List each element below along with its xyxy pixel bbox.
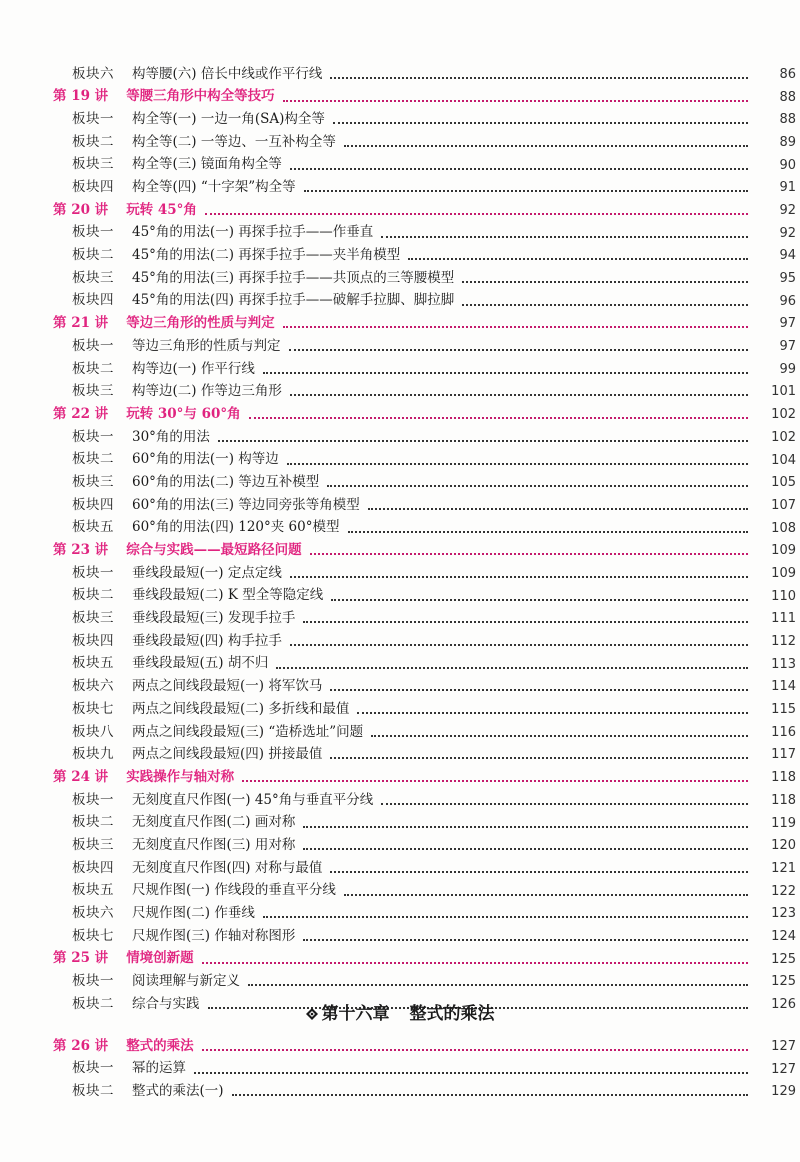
toc-entry-title: 无刻度直尺作图(二) 画对称: [132, 814, 296, 831]
dot-leader: [357, 711, 748, 714]
toc-section-row[interactable]: [0, 449, 800, 472]
toc-section-row[interactable]: [0, 880, 800, 903]
dot-leader: [303, 620, 748, 623]
toc-page-number: 97: [779, 316, 796, 332]
toc-entry-title: 两点之间线段最短(四) 拼接最值: [132, 746, 323, 763]
dot-leader: [283, 99, 748, 102]
dot-leader: [330, 76, 748, 79]
toc-section-row[interactable]: [0, 925, 800, 948]
toc-page-number: 97: [779, 339, 796, 355]
toc-entry-title: 整式的乘法(一): [132, 1082, 224, 1099]
toc-entry-label: 板块六: [72, 65, 114, 82]
toc-entry-title: 60°角的用法(一) 构等边: [132, 451, 279, 468]
toc-page-number: 107: [771, 497, 796, 513]
diamond-bullet-icon: [306, 1008, 318, 1020]
toc-entry-label: 板块一: [72, 224, 114, 241]
dot-leader: [303, 938, 748, 941]
toc-page-number: 111: [771, 611, 796, 627]
toc-entry-label: 板块一: [72, 791, 114, 808]
toc-entry-title: 无刻度直尺作图(四) 对称与最值: [132, 859, 323, 876]
toc-section-row[interactable]: [0, 63, 800, 86]
toc-lecture-row[interactable]: [0, 766, 800, 789]
toc-entry-label: 第 24 讲: [53, 768, 109, 785]
toc-page-number: 115: [771, 702, 796, 718]
toc-page-number: 108: [771, 520, 796, 536]
toc-page-number: 92: [779, 225, 796, 241]
toc-entry-title: 玩转 45°角: [126, 201, 197, 218]
toc-entry-title: 等边三角形的性质与判定: [126, 315, 275, 332]
toc-entry-title: 两点之间线段最短(三) “造桥选址”问题: [132, 723, 364, 740]
toc-entry-title: 构全等(一) 一边一角(SA)构全等: [132, 110, 325, 127]
dot-leader: [248, 983, 748, 986]
toc-entry-label: 第 20 讲: [53, 201, 109, 218]
toc-section-row[interactable]: [0, 721, 800, 744]
dot-leader: [348, 530, 749, 533]
toc-entry-label: 板块二: [72, 995, 114, 1012]
toc-page-number: 88: [779, 112, 796, 128]
dot-leader: [290, 643, 748, 646]
toc-page-number: 117: [771, 747, 796, 763]
toc-section-row[interactable]: [0, 585, 800, 608]
toc-page-number: 124: [771, 928, 796, 944]
toc-page-number: 88: [779, 89, 796, 105]
toc-entry-label: 板块二: [72, 587, 114, 604]
toc-page-number: 109: [771, 543, 796, 559]
toc-page-number: 104: [771, 452, 796, 468]
toc-entry-label: 板块七: [72, 700, 114, 717]
toc-entry-title: 构全等(二) 一等边、一互补构全等: [132, 133, 336, 150]
dot-leader: [290, 575, 748, 578]
toc-section-row[interactable]: [0, 834, 800, 857]
toc-entry-title: 垂线段最短(二) K 型全等隐定线: [132, 587, 324, 604]
toc-page-number: 118: [771, 792, 796, 808]
toc-entry-title: 情境创新题: [126, 950, 194, 967]
toc-entry-title: 玩转 30°与 60°角: [126, 405, 241, 422]
toc-page-number: 105: [771, 475, 796, 491]
dot-leader: [287, 462, 748, 465]
toc-page-number: 86: [779, 66, 796, 82]
toc-entry-label: 板块五: [72, 655, 114, 672]
toc-entry-title: 幂的运算: [132, 1060, 186, 1077]
toc-page-number: 96: [779, 293, 796, 309]
toc-entry-title: 45°角的用法(三) 再探手拉手——共顶点的三等腰模型: [132, 269, 455, 286]
toc-entry-title: 综合与实践——最短路径问题: [126, 542, 302, 559]
toc-entry-title: 构全等(三) 镜面角构全等: [132, 156, 282, 173]
toc-entry-title: 尺规作图(三) 作轴对称图形: [132, 927, 296, 944]
toc-entry-title: 两点之间线段最短(一) 将军饮马: [132, 678, 323, 695]
toc-entry-label: 板块三: [72, 156, 114, 173]
toc-page-number: 90: [779, 157, 796, 173]
toc-entry-title: 60°角的用法(三) 等边同旁张等角模型: [132, 496, 360, 513]
toc-entry-label: 板块三: [72, 610, 114, 627]
toc-entry-title: 60°角的用法(四) 120°夹 60°模型: [132, 519, 340, 536]
toc-section-row[interactable]: [0, 1058, 800, 1081]
toc-list: [0, 63, 800, 1016]
toc-section-row[interactable]: [0, 1080, 800, 1103]
toc-page-number: 116: [771, 724, 796, 740]
toc-page-number: 126: [771, 997, 796, 1013]
toc-entry-label: 板块四: [72, 859, 114, 876]
toc-entry-label: 板块二: [72, 247, 114, 264]
dot-leader: [344, 144, 748, 147]
toc-page-number: 102: [771, 429, 796, 445]
toc-section-row[interactable]: [0, 494, 800, 517]
dot-leader: [462, 303, 748, 306]
dot-leader: [333, 121, 748, 124]
toc-entry-label: 板块四: [72, 292, 114, 309]
toc-entry-title: 垂线段最短(四) 构手拉手: [132, 632, 282, 649]
dot-leader: [276, 666, 748, 669]
toc-entry-title: 45°角的用法(二) 再探手拉手——夹半角模型: [132, 247, 401, 264]
toc-page-number: 101: [771, 384, 796, 400]
toc-section-row[interactable]: [0, 335, 800, 358]
toc-entry-label: 板块四: [72, 632, 114, 649]
toc-page-number: 89: [779, 134, 796, 150]
toc-entry-title: 两点之间线段最短(二) 多折线和最值: [132, 700, 350, 717]
toc-entry-title: 实践操作与轴对称: [126, 768, 235, 785]
dot-leader: [202, 1048, 748, 1051]
toc-entry-title: 综合与实践: [132, 995, 200, 1012]
toc-page-number: 102: [771, 407, 796, 423]
toc-entry-label: 板块二: [72, 814, 114, 831]
toc-entry-title: 45°角的用法(一) 再探手拉手——作垂直: [132, 224, 374, 241]
toc-entry-label: 板块九: [72, 746, 114, 763]
toc-entry-title: 垂线段最短(一) 定点定线: [132, 564, 282, 581]
dot-leader: [408, 257, 748, 260]
toc-section-row[interactable]: [0, 676, 800, 699]
toc-page-number: 94: [779, 248, 796, 264]
toc-list-2: [0, 1035, 800, 1103]
toc-page-number: 127: [771, 1038, 796, 1054]
toc-entry-title: 构全等(四) “十字架”构全等: [132, 179, 296, 196]
toc-section-row[interactable]: [0, 222, 800, 245]
toc-section-row[interactable]: [0, 744, 800, 767]
toc-entry-title: 无刻度直尺作图(一) 45°角与垂直平分线: [132, 791, 374, 808]
dot-leader: [330, 870, 748, 873]
dot-leader: [242, 779, 748, 782]
chapter-title: 整式的乘法: [409, 1004, 495, 1024]
dot-leader: [331, 598, 748, 601]
chapter-heading: [0, 995, 800, 1024]
toc-entry-label: 第 22 讲: [53, 405, 109, 422]
toc-lecture-row[interactable]: [0, 1035, 800, 1058]
toc-section-row[interactable]: [0, 471, 800, 494]
toc-entry-title: 阅读理解与新定义: [132, 973, 240, 990]
toc-page-number: 121: [771, 860, 796, 876]
dot-leader: [303, 825, 748, 828]
dot-leader: [249, 416, 748, 419]
toc-entry-label: 板块二: [72, 451, 114, 468]
toc-section-row[interactable]: [0, 789, 800, 812]
dot-leader: [289, 348, 749, 351]
toc-entry-label: 板块一: [72, 337, 114, 354]
toc-lecture-row[interactable]: [0, 948, 800, 971]
toc-entry-title: 构等腰(六) 倍长中线或作平行线: [132, 65, 323, 82]
toc-section-row[interactable]: [0, 358, 800, 381]
toc-section-row[interactable]: [0, 653, 800, 676]
toc-page-number: 119: [771, 815, 796, 831]
chapter-label: 第十六章: [321, 1004, 390, 1024]
toc-page-number: 125: [771, 974, 796, 990]
toc-entry-label: 板块一: [72, 1060, 114, 1077]
toc-entry-title: 等边三角形的性质与判定: [132, 337, 281, 354]
toc-page-number: 99: [779, 361, 796, 377]
toc-entry-label: 板块三: [72, 269, 114, 286]
toc-section-row[interactable]: [0, 245, 800, 268]
toc-entry-title: 尺规作图(二) 作垂线: [132, 905, 255, 922]
toc-entry-label: 板块六: [72, 905, 114, 922]
toc-entry-title: 构等边(一) 作平行线: [132, 360, 255, 377]
toc-entry-label: 第 23 讲: [53, 542, 109, 559]
toc-page-number: 113: [771, 656, 796, 672]
toc-entry-title: 30°角的用法: [132, 428, 210, 445]
toc-entry-label: 板块三: [72, 383, 114, 400]
toc-section-row[interactable]: [0, 698, 800, 721]
dot-leader: [218, 439, 748, 442]
dot-leader: [202, 961, 748, 964]
toc-page-number: 118: [771, 770, 796, 786]
toc-entry-title: 无刻度直尺作图(三) 用对称: [132, 836, 296, 853]
dot-leader: [290, 167, 748, 170]
toc-page-number: 95: [779, 271, 796, 287]
toc-section-row[interactable]: [0, 176, 800, 199]
toc-entry-label: 第 26 讲: [53, 1037, 109, 1054]
toc-entry-title: 垂线段最短(五) 胡不归: [132, 655, 269, 672]
toc-section-row[interactable]: [0, 630, 800, 653]
toc-page-number: 112: [771, 634, 796, 650]
dot-leader: [368, 507, 748, 510]
toc-page-number: 91: [779, 180, 796, 196]
dot-leader: [304, 189, 748, 192]
toc-page-number: 114: [771, 679, 796, 695]
dot-leader: [371, 734, 748, 737]
toc-entry-label: 板块五: [72, 519, 114, 536]
toc-entry-label: 板块三: [72, 473, 114, 490]
toc-section-row[interactable]: [0, 267, 800, 290]
toc-entry-title: 整式的乘法: [126, 1037, 194, 1054]
toc-section-row[interactable]: [0, 290, 800, 313]
toc-entry-label: 板块三: [72, 836, 114, 853]
toc-section-row[interactable]: [0, 608, 800, 631]
toc-section-row[interactable]: [0, 131, 800, 154]
dot-leader: [205, 212, 748, 215]
dot-leader: [330, 756, 748, 759]
dot-leader: [290, 393, 748, 396]
toc-section-row[interactable]: [0, 562, 800, 585]
toc-entry-title: 等腰三角形中构全等技巧: [126, 88, 275, 105]
toc-entry-label: 板块一: [72, 428, 114, 445]
dot-leader: [462, 280, 748, 283]
toc-entry-label: 第 21 讲: [53, 315, 109, 332]
dot-leader: [232, 1093, 748, 1096]
toc-page-number: 122: [771, 883, 796, 899]
toc-entry-title: 60°角的用法(二) 等边互补模型: [132, 473, 320, 490]
toc-entry-label: 板块二: [72, 133, 114, 150]
toc-lecture-row[interactable]: [0, 539, 800, 562]
toc-section-row[interactable]: [0, 812, 800, 835]
toc-entry-label: 第 19 讲: [53, 88, 109, 105]
toc-entry-title: 45°角的用法(四) 再探手拉手——破解手拉脚、脚拉脚: [132, 292, 455, 309]
toc-entry-title: 尺规作图(一) 作线段的垂直平分线: [132, 882, 336, 899]
toc-page-number: 120: [771, 838, 796, 854]
toc-entry-label: 板块一: [72, 110, 114, 127]
toc-section-row[interactable]: [0, 971, 800, 994]
dot-leader: [327, 484, 748, 487]
toc-lecture-row[interactable]: [0, 403, 800, 426]
toc-entry-label: 板块二: [72, 1082, 114, 1099]
toc-entry-label: 板块一: [72, 973, 114, 990]
toc-entry-label: 板块二: [72, 360, 114, 377]
dot-leader: [263, 371, 748, 374]
toc-section-row[interactable]: [0, 902, 800, 925]
dot-leader: [194, 1071, 748, 1074]
toc-page-number: 123: [771, 906, 796, 922]
toc-page-number: 125: [771, 951, 796, 967]
dot-leader: [283, 325, 748, 328]
toc-page-number: 129: [771, 1084, 796, 1100]
toc-entry-label: 板块一: [72, 564, 114, 581]
toc-entry-label: 板块四: [72, 496, 114, 513]
toc-section-row[interactable]: [0, 857, 800, 880]
toc-section-row[interactable]: [0, 154, 800, 177]
toc-page-number: 127: [771, 1061, 796, 1077]
toc-section-row[interactable]: [0, 108, 800, 131]
toc-entry-title: 构等边(二) 作等边三角形: [132, 383, 282, 400]
toc-entry-title: 垂线段最短(三) 发现手拉手: [132, 610, 296, 627]
toc-section-row[interactable]: [0, 426, 800, 449]
dot-leader: [303, 847, 748, 850]
toc-section-row[interactable]: [0, 381, 800, 404]
toc-section-row[interactable]: [0, 517, 800, 540]
toc-lecture-row[interactable]: [0, 86, 800, 109]
dot-leader: [381, 235, 748, 238]
dot-leader: [381, 802, 748, 805]
toc-page-number: 92: [779, 202, 796, 218]
toc-entry-label: 板块四: [72, 179, 114, 196]
dot-leader: [330, 688, 748, 691]
toc-page-number: 109: [771, 565, 796, 581]
toc-entry-label: 板块七: [72, 927, 114, 944]
toc-entry-label: 板块六: [72, 678, 114, 695]
toc-lecture-row[interactable]: [0, 313, 800, 336]
dot-leader: [344, 893, 748, 896]
toc-entry-label: 第 25 讲: [53, 950, 109, 967]
toc-page-number: 110: [771, 588, 796, 604]
toc-lecture-row[interactable]: [0, 199, 800, 222]
dot-leader: [263, 915, 748, 918]
dot-leader: [310, 552, 748, 555]
toc-entry-label: 板块五: [72, 882, 114, 899]
toc-entry-label: 板块八: [72, 723, 114, 740]
